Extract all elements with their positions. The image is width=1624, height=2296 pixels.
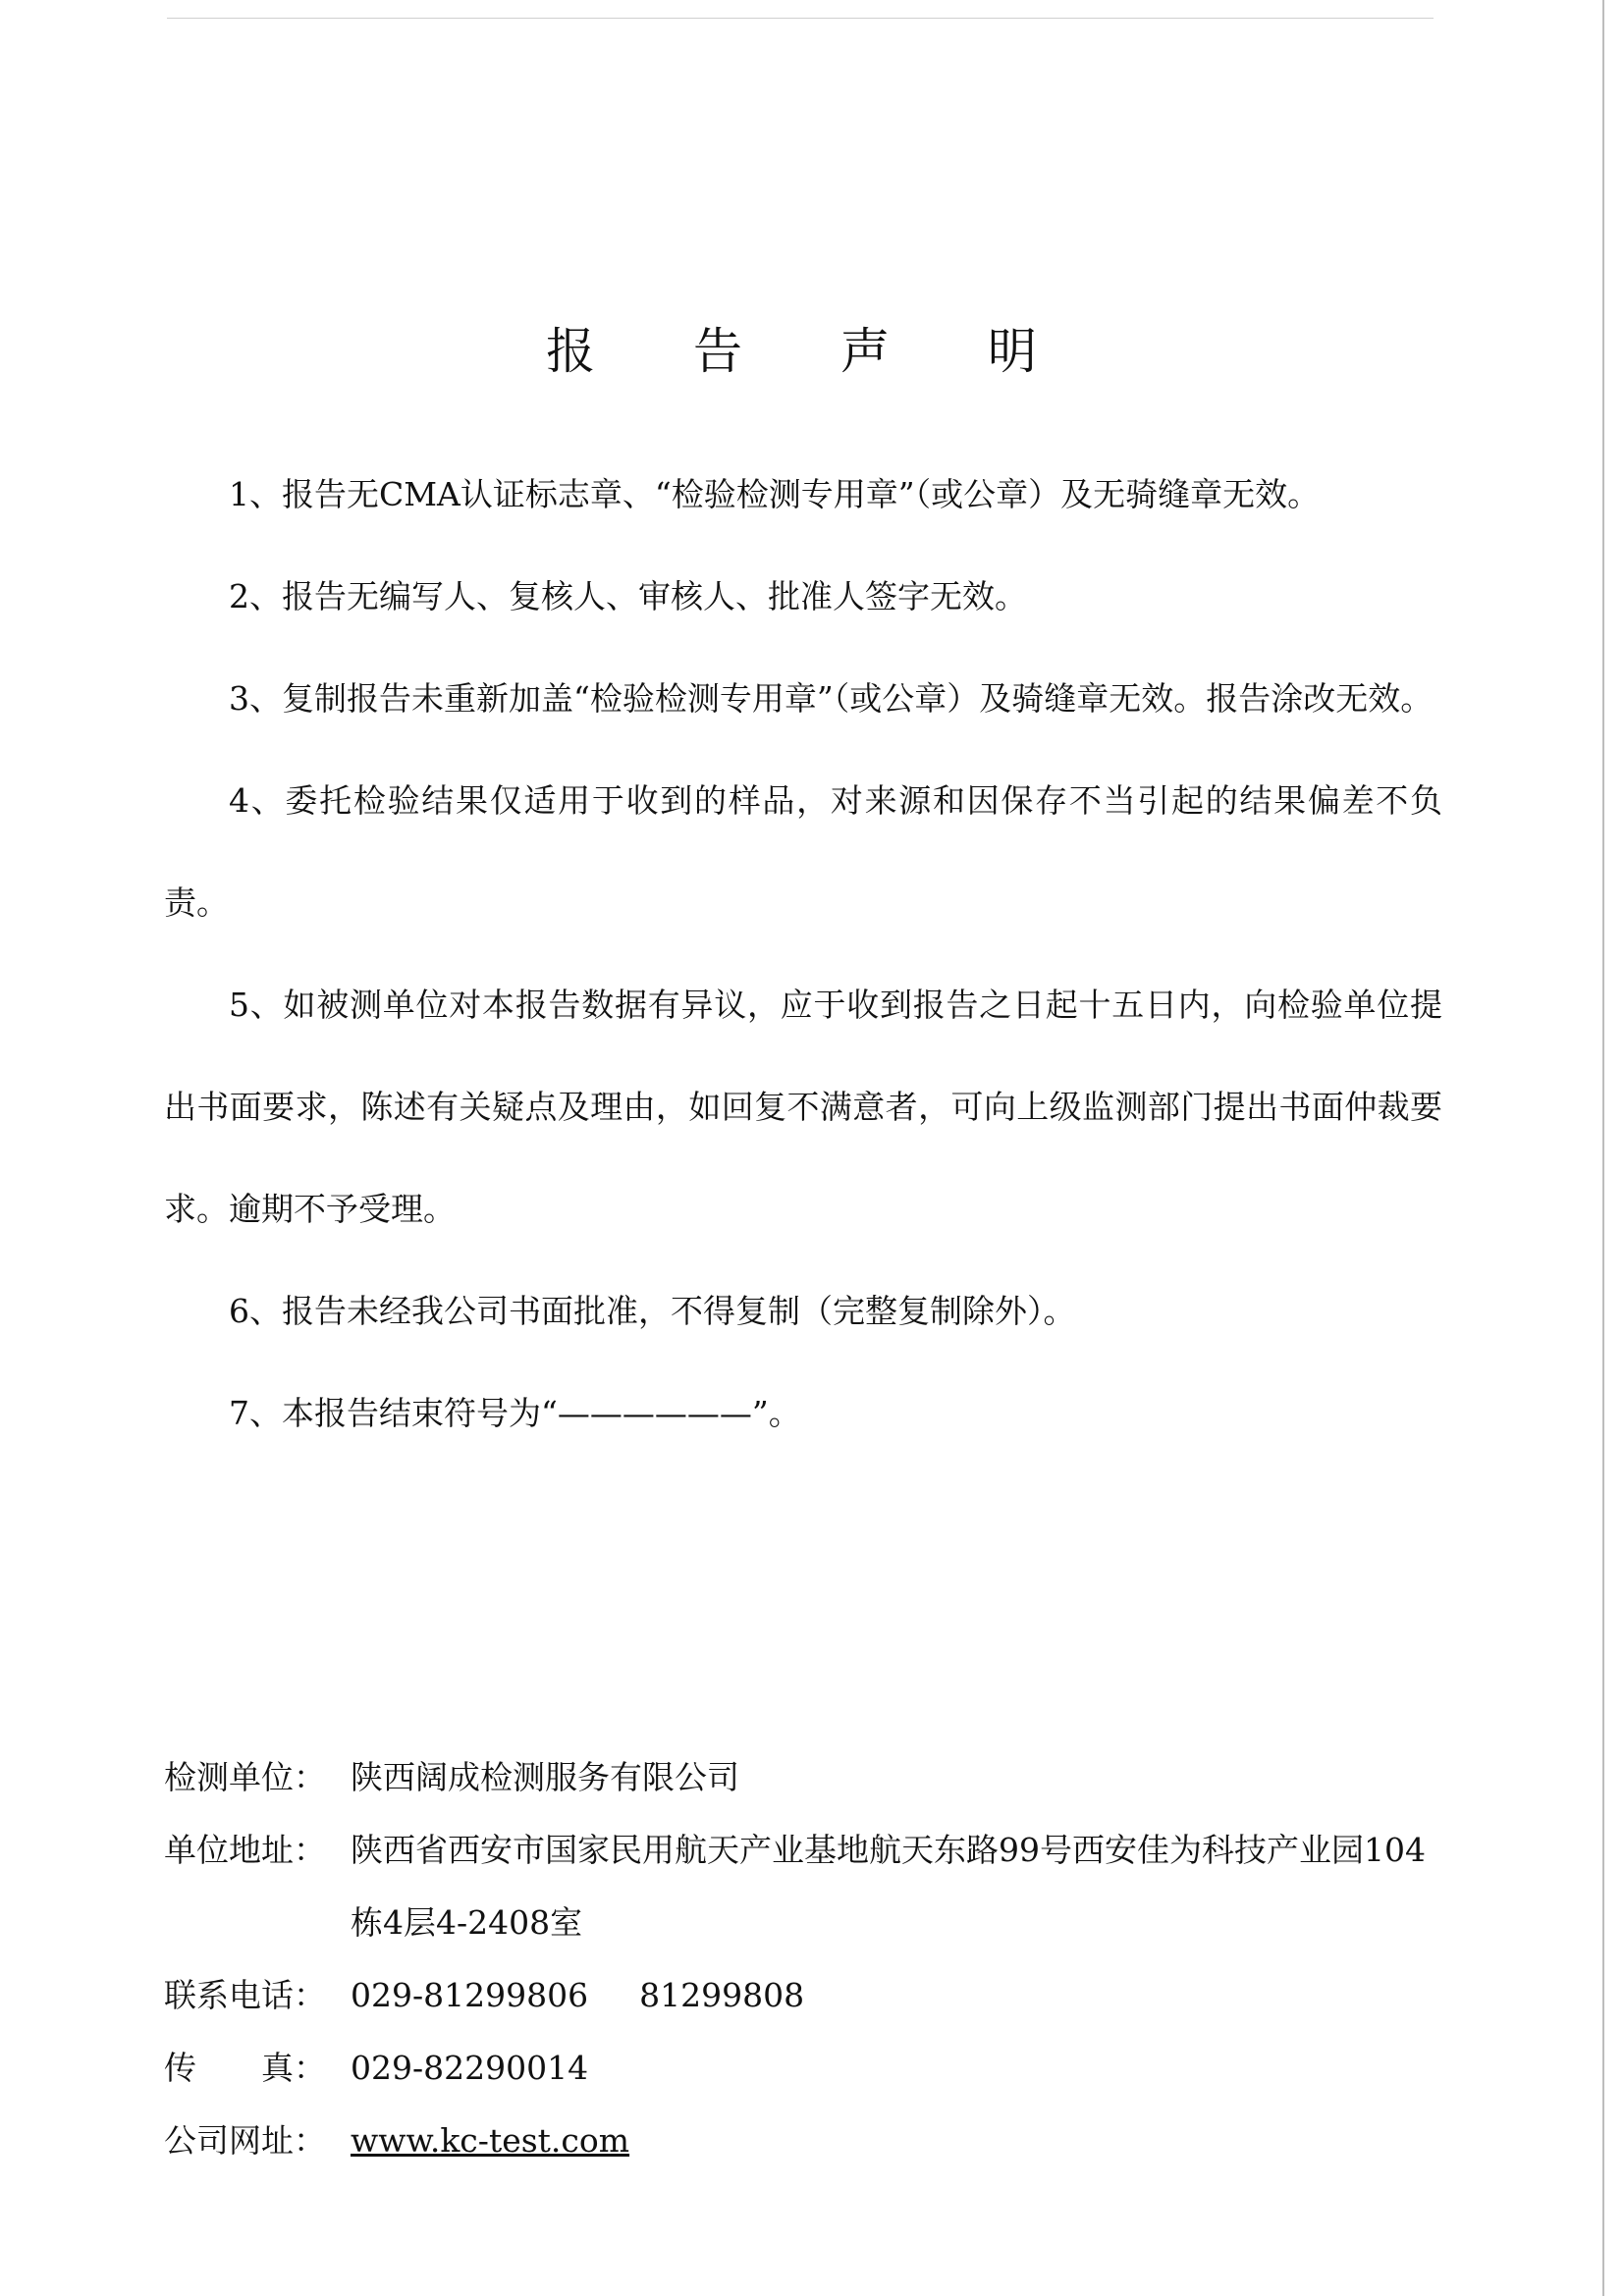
phone-row — [164, 1959, 1450, 2032]
address-label: 单位地址： — [164, 1831, 326, 1869]
clause-1: 1、报告无CMA认证标志章、“检验检测专用章”（或公章）及无骑缝章无效。 — [229, 475, 1321, 513]
declaration-clauses — [164, 444, 1442, 1465]
address-row — [164, 1814, 1450, 1959]
website-label: 公司网址： — [164, 2121, 326, 2160]
website-link[interactable]: www.kc-test.com — [351, 2121, 630, 2160]
website-value-wrap — [351, 2105, 1450, 2177]
page-title: 报 告 声 明 — [546, 323, 1078, 380]
fax-row — [164, 2032, 1450, 2105]
fax-value: 029-82290014 — [351, 2049, 589, 2087]
clause-3: 3、复制报告未重新加盖“检验检测专用章”（或公章）及骑缝章无效。报告涂改无效。 — [229, 679, 1434, 718]
address-value: 陕西省西安市国家民用航天产业基地航天东路99号西安佳为科技产业园104栋4层4-2408室 — [351, 1831, 1426, 1942]
clause-4: 4、委托检验结果仅适用于收到的样品，对来源和因保存不当引起的结果偏差不负责。 — [164, 781, 1442, 922]
clause-2: 2、报告无编写人、复核人、审核人、批准人签字无效。 — [229, 577, 1027, 615]
clause-5: 5、如被测单位对本报告数据有异议，应于收到报告之日起十五日内，向检验单位提出书面要求，陈述有关疑点及理由，如回复不满意者，可向上级监测部门提出书面仲裁要求。逾期不予受理。 — [164, 986, 1442, 1228]
website-row — [164, 2105, 1450, 2177]
unit-value: 陕西阔成检测服务有限公司 — [351, 1758, 739, 1796]
clause-7: 7、本报告结束符号为“——————”。 — [229, 1394, 801, 1432]
contact-block — [164, 1741, 1450, 2177]
phone-value — [351, 1959, 1450, 2032]
unit-label: 检测单位： — [164, 1758, 326, 1796]
phone-number-1: 029-81299806 — [351, 1976, 589, 2014]
clause-6: 6、报告未经我公司书面批准，不得复制（完整复制除外）。 — [229, 1292, 1076, 1330]
phone-label: 联系电话： — [164, 1976, 326, 2014]
scan-border-top — [167, 18, 1434, 19]
fax-label: 传 真： — [164, 2049, 326, 2087]
phone-number-2: 81299808 — [639, 1976, 805, 2014]
unit-row — [164, 1741, 1450, 1814]
